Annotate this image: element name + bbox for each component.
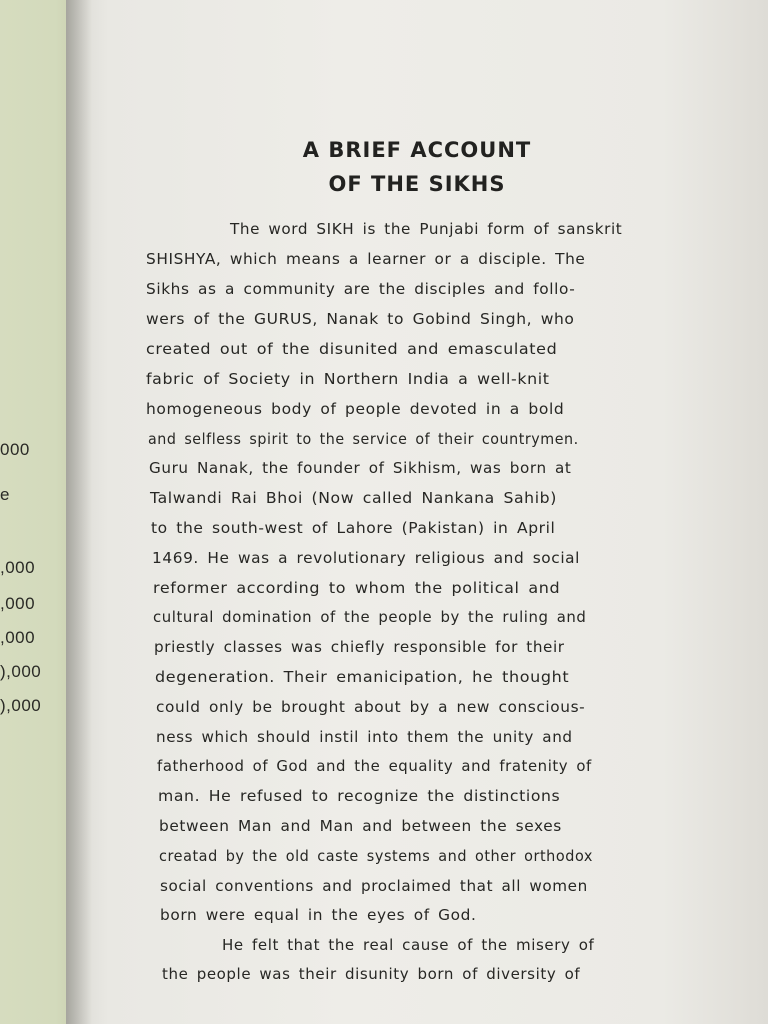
text-line: social conventions and proclaimed that all women: [160, 877, 588, 895]
left-page-number: ),000: [0, 662, 42, 681]
left-page-number: ),000: [0, 696, 42, 715]
text-line: The word SIKH is the Punjabi form of sanskrit: [230, 220, 623, 238]
text-line: Guru Nanak, the founder of Sikhism, was born at: [149, 459, 572, 477]
text-line: SHISHYA, which means a learner or a disciple. The: [146, 250, 586, 268]
text-line: creatad by the old caste systems and other orthodox: [159, 847, 593, 865]
text-line: could only be brought about by a new conscious-: [156, 698, 586, 716]
left-page-number: ,000: [0, 558, 36, 577]
left-page-number: 000: [0, 440, 30, 459]
text-line: reformer according to whom the political and: [153, 579, 561, 597]
page-title: OF THE SIKHS: [328, 172, 506, 196]
left-page-number: ,000: [0, 594, 36, 613]
text-line: Talwandi Rai Bhoi (Now called Nankana Sahib): [150, 489, 557, 507]
text-line: priestly classes was chiefly responsible for their: [154, 638, 565, 656]
text-line: between Man and Man and between the sexes: [159, 817, 562, 835]
text-line: wers of the GURUS, Nanak to Gobind Singh, who: [146, 310, 575, 328]
text-line: born were equal in the eyes of God.: [160, 906, 477, 924]
text-line: He felt that the real cause of the misery of: [222, 936, 595, 954]
text-line: homogeneous body of people devoted in a bold: [146, 400, 565, 418]
text-line: 1469. He was a revolutionary religious and social: [152, 549, 581, 567]
text-line: to the south-west of Lahore (Pakistan) in April: [151, 519, 556, 537]
text-line: Sikhs as a community are the disciples and follo-: [146, 280, 576, 298]
text-line: man. He refused to recognize the distinctions: [158, 787, 561, 805]
text-line: fabric of Society in Northern India a well-knit: [146, 370, 550, 388]
text-line: and selfless spirit to the service of their countrymen.: [148, 430, 579, 448]
text-line: the people was their disunity born of diversity of: [162, 965, 581, 983]
text-line: degeneration. Their emanicipation, he thought: [155, 668, 570, 686]
text-line: ness which should instil into them the unity and: [156, 728, 573, 746]
text-line: fatherhood of God and the equality and fratenity of: [157, 757, 592, 775]
text-line: cultural domination of the people by the ruling and: [153, 608, 587, 626]
left-page-number: e: [0, 485, 10, 504]
text-line: created out of the disunited and emasculated: [146, 340, 558, 358]
page-title: A BRIEF ACCOUNT: [302, 138, 532, 162]
left-page-number: ,000: [0, 628, 36, 647]
